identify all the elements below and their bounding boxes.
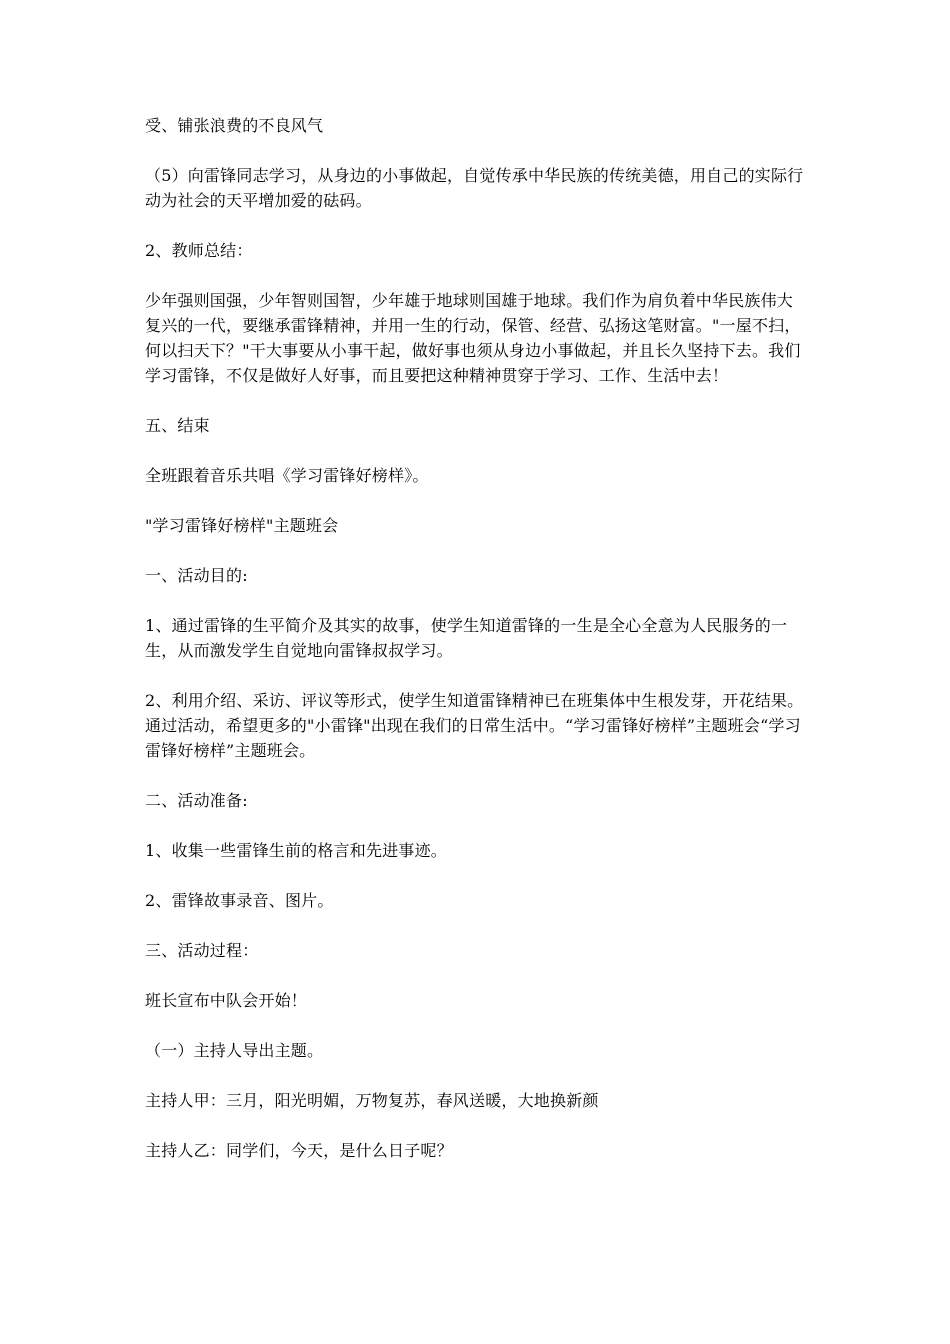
paragraph: 受、铺张浪费的不良风气 [145, 116, 324, 135]
paragraph: 主持人甲：三月，阳光明媚，万物复苏，春风送暖，大地换新颜 [145, 1091, 599, 1110]
paragraph: （一）主持人导出主题。 [145, 1041, 324, 1060]
paragraph: 1、通过雷锋的生平简介及其实的故事，使学生知道雷锋的一生是全心全意为人民服务的一生，从而激发学生自觉地向雷锋叔叔学习。 [145, 616, 788, 660]
section-heading: 2、教师总结： [145, 241, 253, 260]
document-body [145, 113, 809, 1188]
paragraph: 班长宣布中队会开始！ [145, 991, 308, 1010]
paragraph: 2、雷锋故事录音、图片。 [145, 891, 334, 910]
paragraph: 少年强则国强，少年智则国智，少年雄于地球则国雄于地球。我们作为肩负着中华民族伟大复兴的一代，要继承雷锋精神，并用一生的行动，保管、经营、弘扬这笔财富。"一屋不扫，何以扫天下？"干大事要从小事干起，做好事也须从身边小事做起，并且长久坚持下去。我们学习雷锋，不仅是做好人好事，而且要把这种精神贯穿于学习、工作、生活中去！ [145, 291, 801, 385]
paragraph: （5）向雷锋同志学习，从身边的小事做起，自觉传承中华民族的传统美德，用自己的实际行动为社会的天平增加爱的砝码。 [145, 166, 804, 210]
document-title: "学习雷锋好榜样"主题班会 [145, 516, 339, 535]
section-heading: 三、活动过程： [145, 941, 259, 960]
section-heading: 二、活动准备: [145, 791, 248, 810]
paragraph: 全班跟着音乐共唱《学习雷锋好榜样》。 [145, 466, 429, 485]
section-heading: 一、活动目的: [145, 566, 248, 585]
paragraph: 1、收集一些雷锋生前的格言和先进事迹。 [145, 841, 447, 860]
paragraph: 主持人乙：同学们，今天，是什么日子呢？ [145, 1141, 453, 1160]
paragraph: 2、利用介绍、采访、评议等形式，使学生知道雷锋精神已在班集体中生根发芽，开花结果。通过活动，希望更多的"小雷锋"出现在我们的日常生活中。“学习雷锋好榜样”主题班会“学习雷锋好榜样”主题班会。 [145, 691, 804, 760]
section-heading: 五、结束 [145, 416, 210, 435]
